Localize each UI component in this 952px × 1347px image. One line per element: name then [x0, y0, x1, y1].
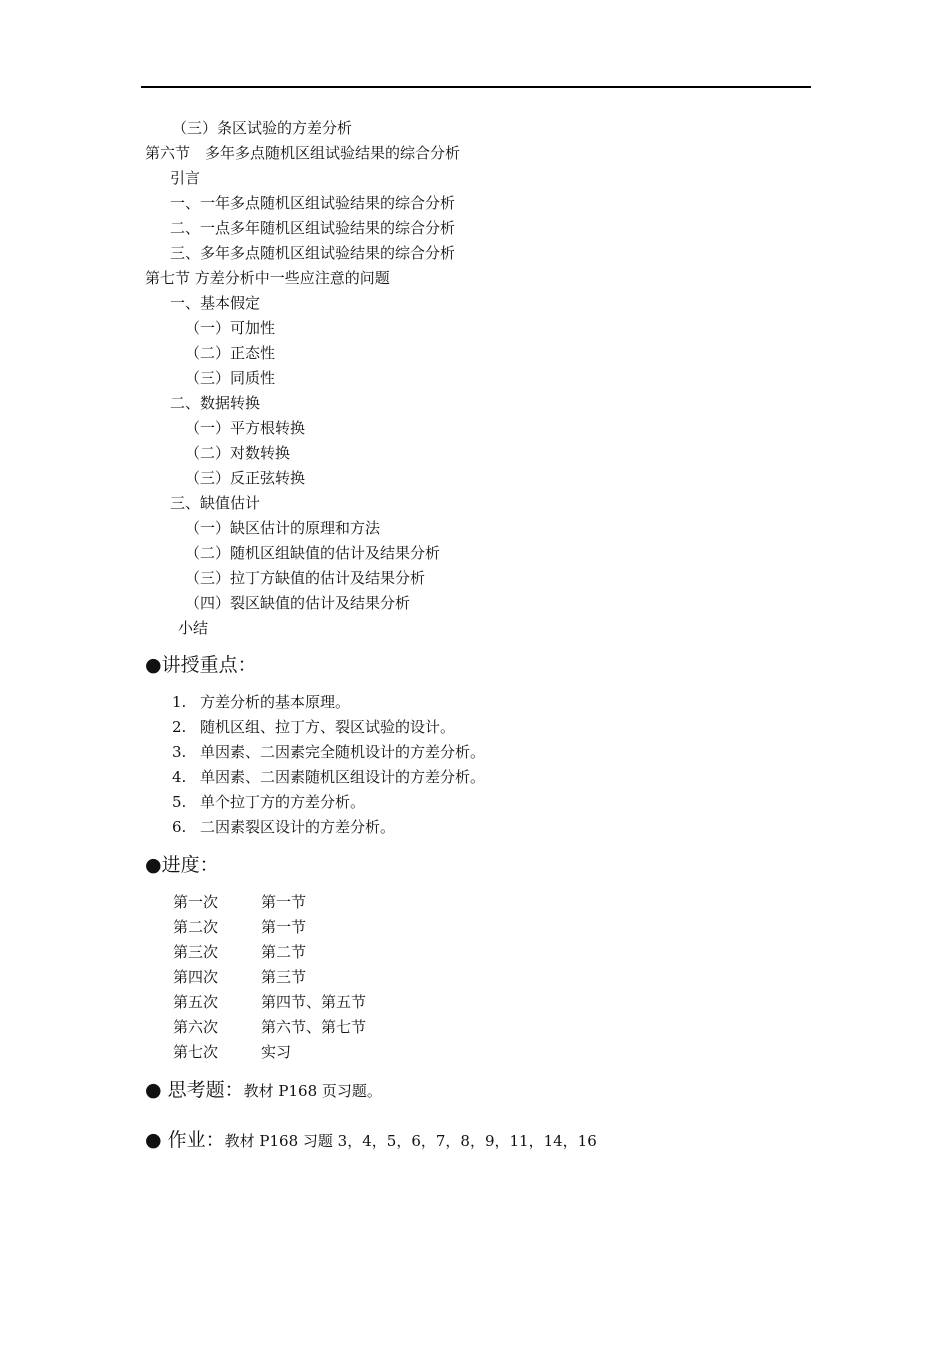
- outline-line: 引言: [170, 169, 201, 187]
- outline-line: 二、一点多年随机区组试验结果的综合分析: [170, 219, 456, 237]
- bullet-icon: ●: [145, 1129, 162, 1151]
- bullet-icon: ●: [145, 854, 162, 876]
- table-row: 第二次 第一节: [173, 918, 307, 936]
- outline-subline: （一）缺区估计的原理和方法: [185, 519, 381, 537]
- questions-heading: [145, 1077, 382, 1104]
- homework-heading: [145, 1127, 597, 1154]
- bullet-icon: ●: [145, 654, 162, 676]
- outline-line: 小结: [178, 619, 209, 637]
- progress-title: 进度：: [161, 854, 219, 876]
- table-row: 第六次 第六节、第七节: [173, 1018, 367, 1036]
- outline-line: （三）条区试验的方差分析: [172, 119, 353, 137]
- outline-line: 一、一年多点随机区组试验结果的综合分析: [170, 194, 456, 212]
- outline-subline: （二）对数转换: [185, 444, 291, 462]
- key-points-heading: [145, 652, 257, 678]
- outline-subline: （三）反正弦转换: [185, 469, 306, 487]
- key-points-title: 讲授重点：: [161, 654, 257, 676]
- section-heading: 第六节 多年多点随机区组试验结果的综合分析: [145, 144, 461, 162]
- header-rule: [141, 86, 811, 88]
- list-item: 6. 二因素裂区设计的方差分析。: [172, 818, 396, 836]
- outline-line: 二、数据转换: [170, 394, 261, 412]
- list-item: 3. 单因素、二因素完全随机设计的方差分析。: [172, 743, 486, 761]
- table-row: 第七次 实习: [173, 1043, 292, 1061]
- section-heading: 第七节 方差分析中一些应注意的问题: [145, 269, 390, 287]
- list-item: 1. 方差分析的基本原理。: [172, 693, 351, 711]
- outline-subline: （三）拉丁方缺值的估计及结果分析: [185, 569, 426, 587]
- questions-text: 教材 P168 页习题。: [243, 1082, 382, 1100]
- outline-subline: （一）可加性: [185, 319, 276, 337]
- outline-subline: （一）平方根转换: [185, 419, 306, 437]
- table-row: 第五次 第四节、第五节: [173, 993, 367, 1011]
- homework-text: 教材 P168 习题 3，4，5，6，7，8，9，11，14，16: [224, 1132, 597, 1150]
- bullet-icon: ●: [145, 1079, 162, 1101]
- outline-subline: （二）正态性: [185, 344, 276, 362]
- outline-subline: （四）裂区缺值的估计及结果分析: [185, 594, 411, 612]
- outline-line: 三、缺值估计: [170, 494, 261, 512]
- table-row: 第一次 第一节: [173, 893, 307, 911]
- questions-title: 思考题：: [167, 1079, 244, 1101]
- outline-subline: （二）随机区组缺值的估计及结果分析: [185, 544, 441, 562]
- outline-subline: （三）同质性: [185, 369, 276, 387]
- list-item: 4. 单因素、二因素随机区组设计的方差分析。: [172, 768, 486, 786]
- list-item: 2. 随机区组、拉丁方、裂区试验的设计。: [172, 718, 456, 736]
- table-row: 第四次 第三节: [173, 968, 307, 986]
- progress-heading: [145, 852, 219, 878]
- homework-title: 作业：: [167, 1129, 225, 1151]
- table-row: 第三次 第二节: [173, 943, 307, 961]
- outline-line: 三、多年多点随机区组试验结果的综合分析: [170, 244, 456, 262]
- outline-line: 一、基本假定: [170, 294, 261, 312]
- list-item: 5. 单个拉丁方的方差分析。: [172, 793, 366, 811]
